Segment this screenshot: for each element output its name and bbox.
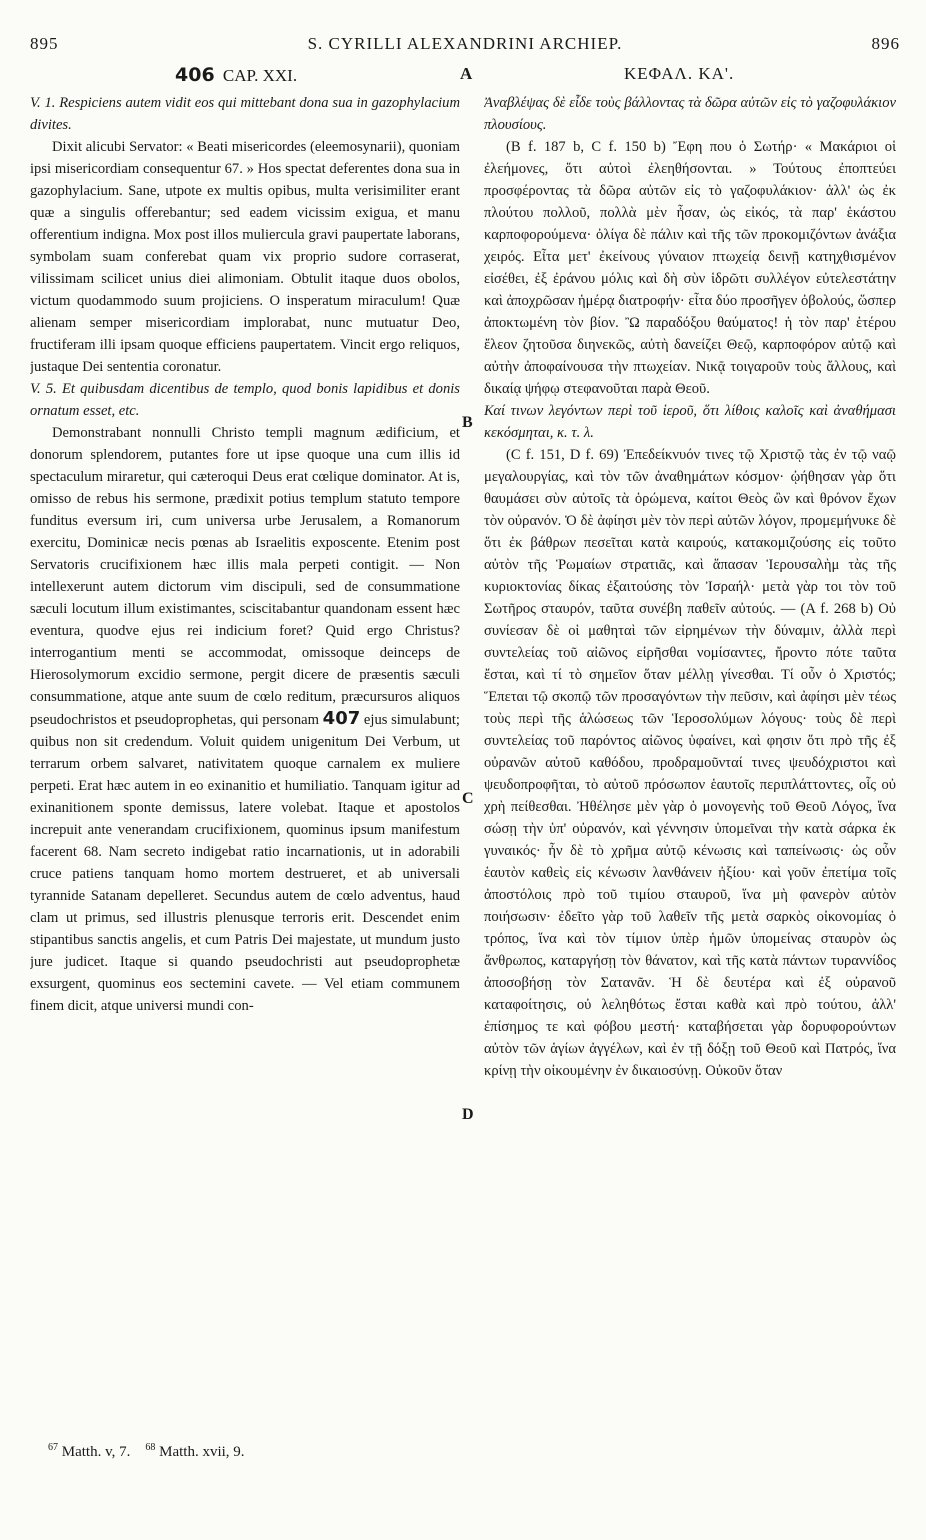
page-number-right: 896 [871, 34, 900, 53]
latin-paragraph-2 [30, 422, 460, 1017]
footnote-68-text: Matth. xvii, 9. [159, 1444, 245, 1460]
margin-letter-d: D [462, 1106, 474, 1123]
latin-paragraph-2a: Demonstrabant nonnulli Christo templi magnum ædificium, et donorum splendorem, putantes fore ut ipse quoque una cum illis id spectaculum miraretur, qui cæteroqui Deus erat cœlique dominator. At is, omisso de rebus his sermone, prædixit potius templum statuto tempore funditus eversum iri, cum universa urbe Jerusalem, a Romanorum exercitu, Dominicæ necis pœnas ab Israelitis exposcente. Etenim post Servatoris crucifixionem hæc illis mala perpeti contigit. — Non intellexerunt autem dictorum vim discipuli, sed de consummatione sæculi locutum illum existimantes, sciscitabantur quandonam essent hæc eventura, quodve ejus rei indicium foret? Quid ergo Christus? interrogantium menti se accommodat, omissoque deinceps de Hierosolymorum excidio sermone, pergit dicere de præsentis sæculi consummatione, atque ante suum de cœlo reditum, præcursuros aliquos pseudochristos et pseudoprophetas, qui personam [30, 425, 460, 728]
greek-verse5-heading: Καί τινων λεγόντων περὶ τοῦ ἱεροῦ, ὅτι λίθοις καλοῖς καὶ ἀναθήμασι κεκόσμηται, κ. τ. λ. [484, 403, 896, 441]
footnote-67 [48, 1444, 130, 1460]
footnote-68-mark: 68 [145, 1442, 156, 1453]
footnote-67-mark: 67 [48, 1442, 58, 1453]
chapter-heading-row [30, 64, 900, 90]
footnote-67-text: Matth. v, 7. [61, 1444, 131, 1460]
greek-paragraph-1: (B f. 187 b, C f. 150 b) Ἔφη που ὁ Σωτήρ· « Μακάριοι οἱ ἐλεήμονες, ὅτι αὐτοὶ ἐλεηθήσονται. » Τούτους ἐποπτεύει προσφέροντας τὰ δῶρα αὐτῶν εἰς τὸ γαζοφυλάκιον· ἀλλ' ὡς ἐκ πλούτου πολλοῦ, πολλὰ μὲν ἦσαν, ὡς εἰκός, τὰ παρ' ἑκάστου καρποφορούμενα· ὀλίγα δὲ πάλιν καὶ τῆς τῶν προκομιζόντων ἀνάξια χειρός. Εἶτα μετ' ἐκείνους γύναιον πτωχείᾳ δεινῇ κατηχθισμένον εἰσέθει, ἐξ ἐράνου μόλις καὶ δὴ σὺν ἱδρῶτι συλλέγον εὐτελεστάτην καὶ ἀποχρῶσαν ἡμέρᾳ διατροφήν· εἶτα δύο προσῆγεν ὀβολούς, ὥσπερ ἀποκτωμένη τὸν βίον. Ὢ παραδόξου θαύματος! ἡ τὸν παρ' ἑτέρου ἔλεον ζητοῦσα διηνεκῶς, αὐτὴ δανείζει Θεῷ, καρποφόρον αὐτῷ καὶ αὐτὴν ἀποφαίνουσα τὴν πτωχείαν. Νικᾷ τοιγαροῦν τοὺς ἄλλους, καὶ δικαίᾳ ψήφῳ στεφανοῦται παρὰ Θεοῦ. [484, 139, 896, 397]
latin-paragraph-2b: ejus simulabunt; quibus non sit credendum. Voluit quidem unigenitum Dei Verbum, ut terrarum orbem salvaret, nativitatem quoque carnalem ex muliere perpeti. Erat hæc autem in eo exinanitio et humiliatio. Tanquam igitur ad exinanitionem sponte demissus, latere volebat. Itaque et apostolos increpuit ante venerandam crucifixionem, quominus ipsum manifestum facerent 68. Nam secreto indigebat ratio incarnationis, ut in adorabili cruce patiens tanquam homo mortem destrueret, et ab universali tyrannide Satanam depelleret. Secundus autem de cœlo adventus, haud clam ut primus, sed illustris plenusque terroris erit. Descendet enim stipantibus sanctis angelis, et cum Patris Dei majestate, ut mundum justo jure judicet. Itaque si quando pseudochristi aut pseudoprophetæ exsurgent, quominus eos sectemini cavete. — Vel etiam communem finem dicit, atque universi mundi con- [30, 712, 460, 1014]
greek-column [484, 92, 896, 1430]
greek-chapter-title: ΚΕΦΑΛ. ΚΑ'. [624, 64, 735, 83]
page-number-left: 895 [30, 34, 59, 53]
margin-letter-c: C [462, 790, 474, 807]
footnotes [48, 1442, 448, 1461]
latin-column [30, 92, 460, 1430]
latin-verse1-heading: V. 1. Respiciens autem vidit eos qui mittebant dona sua in gazophylacium divites. [30, 95, 460, 133]
latin-chapter-heading [175, 64, 297, 86]
footnote-68 [145, 1444, 244, 1460]
section-marker-a: A [460, 64, 473, 83]
running-header [30, 34, 900, 56]
column-number-407: 407 [322, 708, 361, 729]
greek-paragraph-2: (C f. 151, D f. 69) Ἐπεδείκνυόν τινες τῷ Χριστῷ τὰς ἐν τῷ ναῷ μεγαλουργίας, καὶ τὸν τῶν ἀναθημάτων κόσμον· ᾠήθησαν γὰρ ὅτι θαυμάσει σὺν αὐτοῖς τὰ ὁρώμενα, καίτοι Θεὸς ὢν καὶ θρόνον ἔχων τὸν οὐρανόν. Ὁ δὲ ἀφίησι μὲν τὸν περὶ αὐτῶν λόγον, προμεμήνυκε δὲ ὅτι ἐκ βάθρων πεσεῖται κατὰ καιρούς, κατακομιζούσης εἰς τοῦτο αὐτὸν τῆς Ῥωμαίων στρατιᾶς, καὶ ἅπασαν Ἱερουσαλὴμ τὰς τῆς κυριοκτονίας δίκας ἐξαιτούσης τὸν Ἰσραήλ· μετὰ γὰρ τοι τὸν τοῦ Σωτῆρος σταυρόν, ταῦτα συνέβη παθεῖν αὐτούς. — (A f. 268 b) Οὐ συνίεσαν δὲ οἱ μαθηταὶ τῶν εἰρημένων τὴν δύναμιν, ἀλλὰ περὶ συντελείας τοῦ αἰῶνος εἰρῆσθαι νομίσαντες, ἤροντο πότε ταῦτα ἔσται, καὶ τί τὸ σημεῖον ὅταν μέλλῃ γίνεσθαι. Τί οὖν ὁ Χριστός; Ἕπεται τῷ σκοπῷ τῶν προσαγόντων τὴν πεῦσιν, καὶ ἀφίησι μὲν τέως τοὺς περὶ τῆς ἁλώσεως τῶν Ἱεροσολύμων λόγους· τοὺς δὲ περὶ συντελείας τοῦ παρόντος αἰῶνος ὑφαίνει, καὶ φησιν ὅτι πρὸ τῆς ἐξ οὐρανῶν αὐτοῦ καθόδου, προδραμοῦνταί τινες ψευδόχριστοι καὶ ψευδοπροφῆται, τὸ αὐτοῦ πρόσωπον ἑαυτοῖς περιπλάττοντες, οἷς οὐ χρὴ πείθεσθαι. Ἠθέλησε μὲν γὰρ ὁ μονογενὴς τοῦ Θεοῦ Λόγος, ἵνα σώσῃ τὴν ὑπ' οὐρανόν, καὶ γέννησιν ὑπομεῖναι τὴν κατὰ σάρκα ἐκ γυναικός· ἦν δὲ τὸ χρῆμα αὐτῷ κένωσις καὶ ταπείνωσις· ὡς οὖν ἑαυτὸν καθεὶς εἰς κένωσιν λανθάνειν ἠξίου· καὶ γοῦν ἐπετίμα τοῖς ἀποστόλοις πρὸ τοῦ τιμίου σταυροῦ, ἵνα μὴ φανερὸν αὐτὸν ποιήσωσιν· ἐδεῖτο γὰρ τοῦ λαθεῖν τῆς μετὰ σαρκὸς οἰκονομίας ὁ τρόπος, ἵνα καὶ τὸν τίμιον ὑπὲρ ἡμῶν ὑπομείνας σταυρὸν ὡς ἄνθρωπος, καταργήσῃ τὸν θάνατον, καὶ τῆς κατὰ πάντων τυραννίδος ἀποσοβήσῃ τὸν Σατανᾶν. Ἡ δὲ δευτέρα καὶ ἐξ οὐρανοῦ καταφοίτησις, οὐ λεληθότως ἔσται καθὰ καὶ πρὸ τούτου, ἀλλ' ἐπίσημος τε καὶ φόβου μεστή· καταβήσεται γὰρ δορυφορούντων αὐτὸν τῶν ἁγίων ἀγγέλων, καὶ ἐν τῇ δόξῃ τοῦ Θεοῦ καὶ Πατρός, ἵνα κρίνῃ τὴν οἰκουμένην ἐν δικαιοσύνῃ. Οὐκοῦν ὅταν [484, 447, 896, 1079]
latin-verse5-heading: V. 5. Et quibusdam dicentibus de templo, quod bonis lapidibus et donis ornatum esset, etc. [30, 381, 460, 419]
column-number-406: 406 [175, 64, 215, 86]
latin-paragraph-1: Dixit alicubi Servator: « Beati misericordes (eleemosynarii), quoniam ipsi misericordiam consequentur 67. » Hos spectat deferentes dona sua in gazophylacium. Sane, utpote ex multis opibus, multa verisimiliter erant quæ a singulis offerebantur; sed eadem vicissim exigua, et manu offerentium indigna. Mox post illos muliercula gravi paupertate laborans, symbolam suam conferebat quam vix proprio sudore corraserat, vilissimam scilicet unius diei alimoniam. Obtulit itaque duos obolos, victum quodammodo suum projiciens. O insperatum miraculum! Quæ alienam semper misericordiam implorabat, nunc mutuatur Deo, fructiferam illi ipsam quoque efficiens paupertatem. Vincit ergo reliquos, justaque Dei sententia coronatur. [30, 139, 460, 375]
running-title: S. CYRILLI ALEXANDRINI ARCHIEP. [307, 34, 623, 53]
margin-letter-b: B [462, 414, 473, 431]
greek-verse1-heading: Ἀναβλέψας δὲ εἶδε τοὺς βάλλοντας τὰ δῶρα αὐτῶν εἰς τὸ γαζοφυλάκιον πλουσίους. [484, 95, 896, 133]
latin-chapter-title: CAP. XXI. [222, 66, 298, 85]
